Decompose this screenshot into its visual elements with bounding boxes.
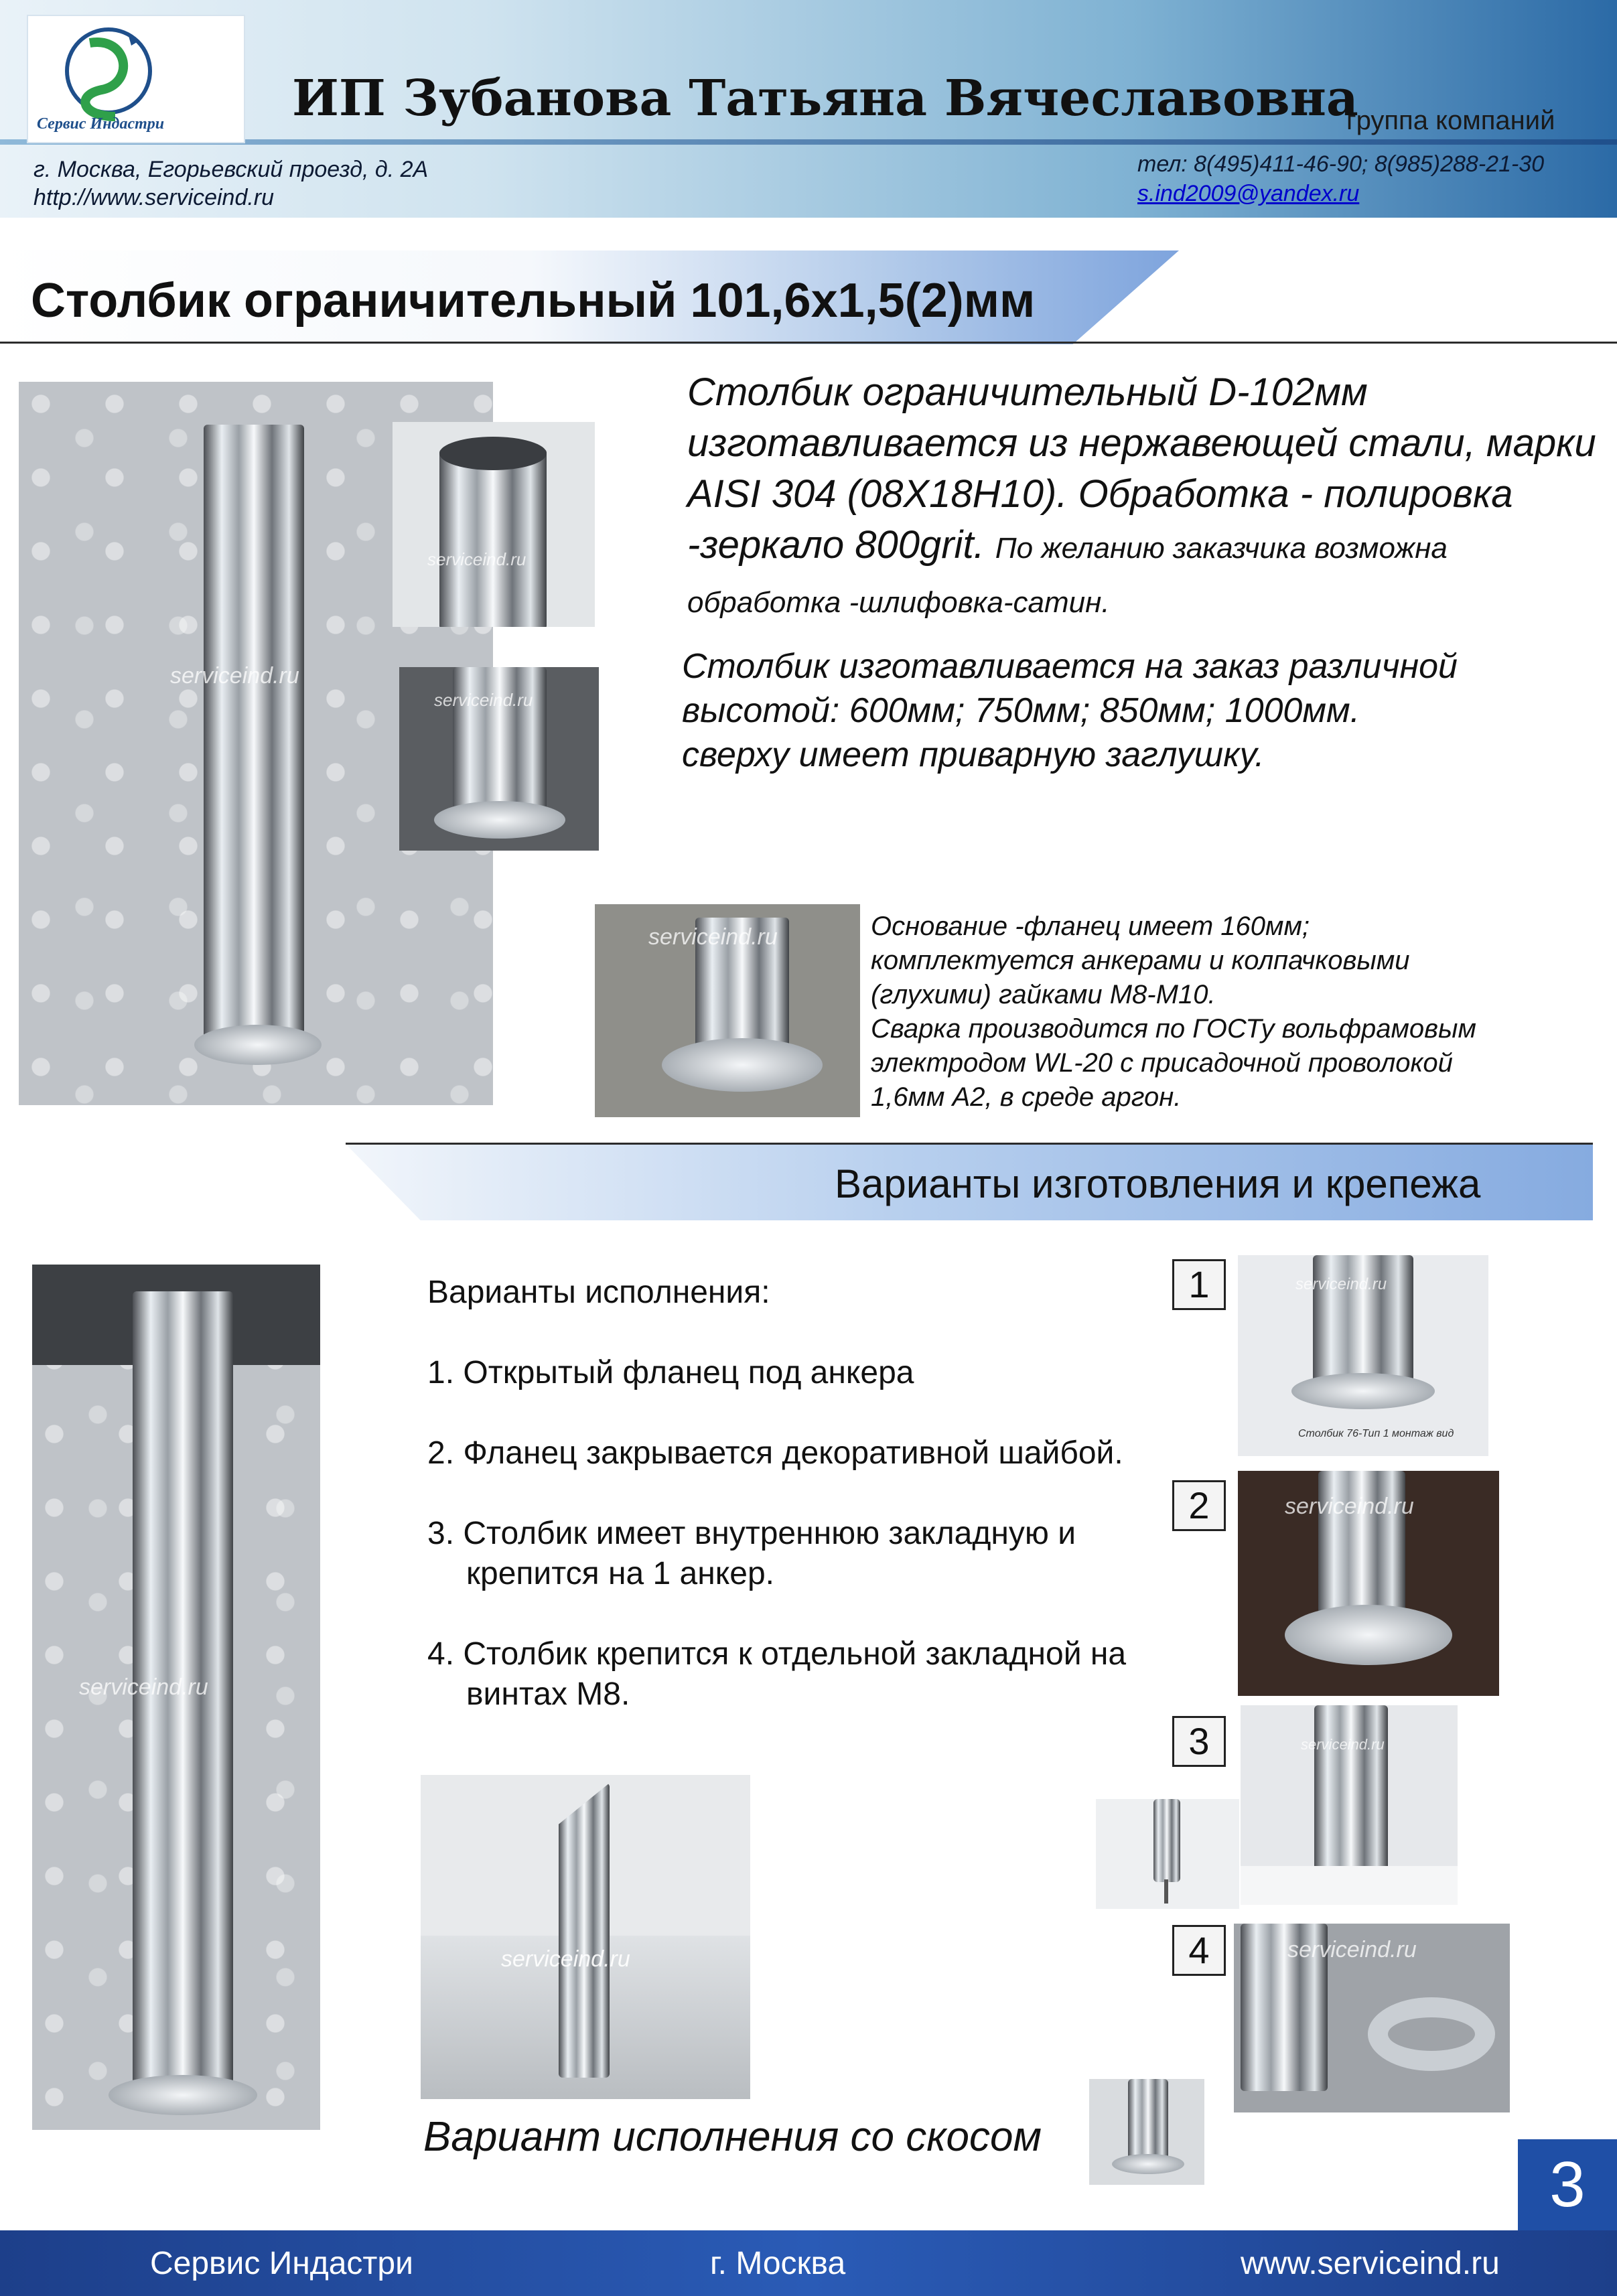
flange-photo: [595, 904, 860, 1117]
pole-shape: [439, 449, 547, 627]
flange-shape: [109, 2075, 257, 2115]
footer-website-link[interactable]: www.serviceind.ru: [1241, 2246, 1500, 2281]
anchor-shape: [1164, 1879, 1168, 1904]
address-text: г. Москва, Егорьевский проезд, д. 2А: [33, 157, 429, 182]
website-link[interactable]: http://www.serviceind.ru: [33, 185, 275, 210]
variants-label: Варианты исполнения:: [427, 1275, 770, 1310]
variants-list: [427, 1273, 1164, 1755]
variant-number-1: 1: [1172, 1259, 1226, 1310]
variant-number-3: 3: [1172, 1716, 1226, 1767]
flange-shape: [1112, 2154, 1184, 2174]
flange-shape: [1285, 1605, 1452, 1665]
watermark: serviceind.ru: [427, 549, 526, 569]
flange-line: электродом WL-20 с присадочной проволокой: [871, 1048, 1453, 1078]
pole-shape: [1128, 2079, 1168, 2166]
floor-shape: [1241, 1866, 1458, 1905]
height-line: сверху имеет приварную заглушку.: [682, 735, 1265, 774]
variant-4-photo: [1234, 1924, 1510, 2112]
company-name: ИП Зубанова Татьяна Вячеславовна: [292, 70, 1358, 127]
logo-label: Сервис Индастри: [37, 115, 165, 133]
footer-city: г. Москва: [710, 2246, 846, 2281]
flange-shape: [662, 1038, 823, 1092]
height-line: Столбик изготавливается на заказ различной: [682, 647, 1458, 686]
flange-line: 1,6мм А2, в среде аргон.: [871, 1082, 1182, 1112]
variant-1-photo: [1238, 1255, 1488, 1456]
flange-line: Сварка производится по ГОСТу вольфрамовым: [871, 1014, 1476, 1044]
intro-note-text: По желанию заказчика возможна обработка -шлифовка-сатин.: [687, 532, 1448, 619]
bevel-pole-photo: [421, 1775, 750, 2099]
bevel-caption: Вариант исполнения со скосом: [423, 2114, 1042, 2160]
group-label: группа компаний: [1346, 106, 1555, 135]
watermark: serviceind.ru: [1287, 1937, 1417, 1962]
variant-item: 1. Открытый фланец под анкера: [427, 1355, 914, 1390]
page-title: Столбик ограничительный 101,6х1,5(2)мм: [31, 274, 1036, 328]
section-title: Варианты изготовления и крепежа: [835, 1161, 1481, 1206]
intro-main-text: Столбик ограничительный D-102мм изготавливается из нержавеющей стали, марки AISI 304 (08Х18Н10). Обработка - полировка -зеркало 800grit.: [687, 370, 1596, 567]
flange-line: Основание -фланец имеет 160мм;: [871, 912, 1310, 941]
height-line: высотой: 600мм; 750мм; 850мм; 1000мм.: [682, 691, 1360, 730]
watermark: serviceind.ru: [1295, 1275, 1387, 1293]
variant-item: 4. Столбик крепится к отдельной закладной на винтах М8.: [427, 1636, 1127, 1712]
watermark: serviceind.ru: [1301, 1736, 1385, 1753]
pole-shape: [1314, 1705, 1388, 1873]
title-divider: [0, 342, 1617, 344]
footer-company: Сервис Индастри: [150, 2246, 413, 2281]
flange-shape: [434, 801, 565, 839]
variant-item: 3. Столбик имеет внутреннюю закладную и крепится на 1 анкер.: [427, 1516, 1076, 1591]
variant-3-detail-photo: [1096, 1799, 1239, 1909]
photo-caption: Столбик 76-Тип 1 монтаж вид: [1298, 1428, 1454, 1439]
watermark: serviceind.ru: [434, 690, 533, 710]
watermark: serviceind.ru: [79, 1674, 208, 1700]
phone-numbers: тел: 8(495)411-46-90; 8(985)288-21-30: [1137, 151, 1545, 177]
product-photo-base: [399, 667, 599, 851]
flange-line: комплектуется анкерами и колпачковыми: [871, 946, 1410, 975]
section-divider: [346, 1143, 1593, 1145]
height-description: [682, 644, 1593, 777]
product-photo-top-cap: [393, 422, 595, 627]
mount-ring-shape: [1368, 1997, 1495, 2071]
watermark: serviceind.ru: [170, 663, 299, 689]
page-number: 3: [1518, 2139, 1617, 2230]
pole-shape: [204, 425, 304, 1054]
flange-shape: [1291, 1373, 1435, 1409]
pole-shape: [1153, 1799, 1180, 1882]
variant-number-4: 4: [1172, 1925, 1226, 1976]
bevel-pole-shape: [559, 1783, 610, 2078]
variant-3-photo: [1241, 1705, 1458, 1905]
intro-description: [687, 367, 1598, 628]
flange-line: (глухими) гайками М8-М10.: [871, 980, 1216, 1009]
variant-item: 2. Фланец закрывается декоративной шайбой.: [427, 1435, 1123, 1471]
flange-description: [871, 910, 1608, 1115]
watermark: serviceind.ru: [1285, 1494, 1414, 1519]
email-link[interactable]: s.ind2009@yandex.ru: [1137, 181, 1360, 206]
watermark: serviceind.ru: [648, 924, 778, 950]
variant-number-2: 2: [1172, 1480, 1226, 1531]
cap-shape: [439, 437, 547, 470]
variant-4-detail-photo: [1089, 2079, 1204, 2185]
flange-shape: [194, 1025, 322, 1065]
product-photo-full: [32, 1265, 320, 2130]
variant-2-photo: [1238, 1471, 1499, 1696]
watermark: serviceind.ru: [501, 1946, 630, 1972]
